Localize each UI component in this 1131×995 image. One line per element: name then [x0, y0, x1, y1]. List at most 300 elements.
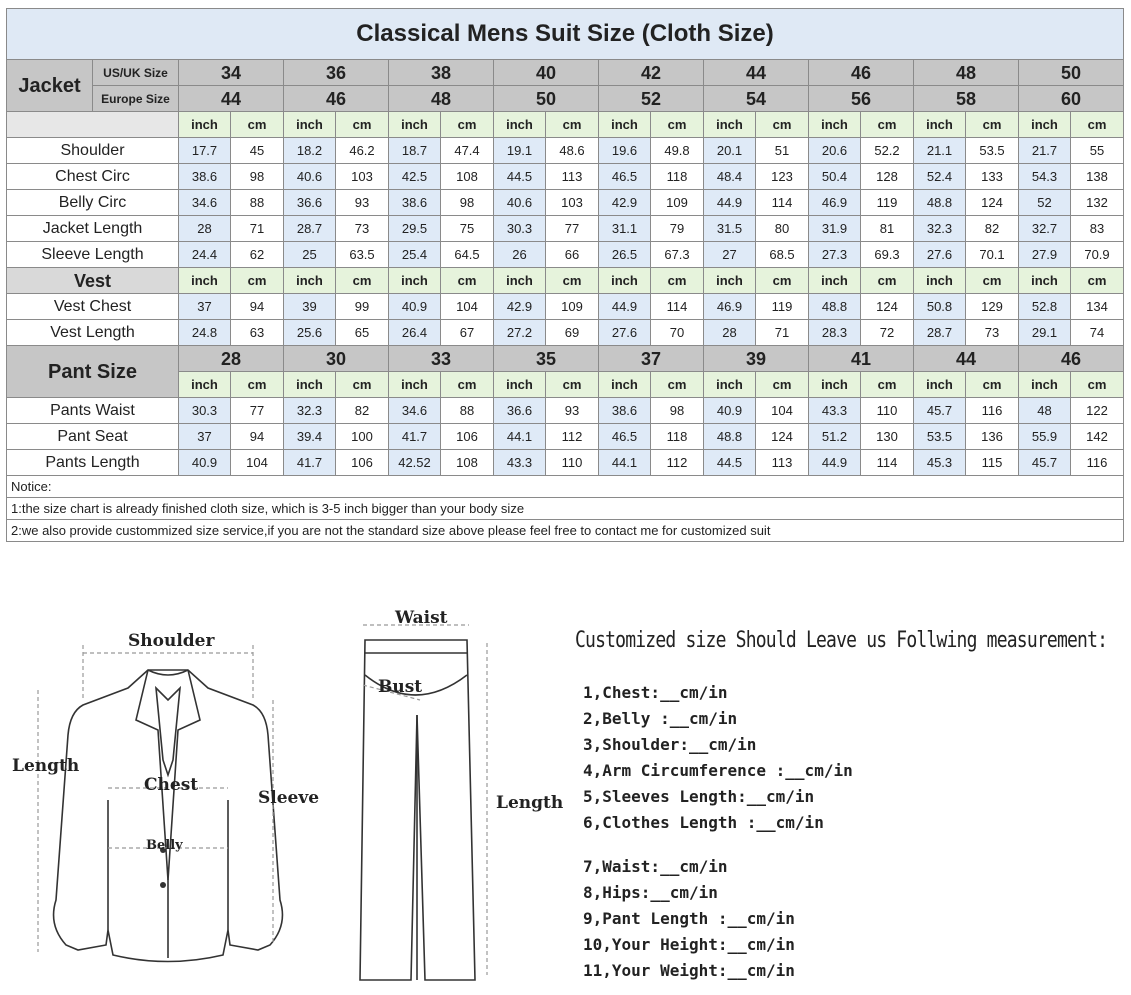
measurement-value: 103: [336, 164, 389, 190]
measurement-value: 50.4: [809, 164, 861, 190]
unit-inch: inch: [704, 268, 756, 294]
measurement-value: 103: [546, 190, 599, 216]
measurement-row-label: Vest Chest: [7, 294, 179, 320]
measurement-value: 27.6: [914, 242, 966, 268]
measurement-value: 27.2: [494, 320, 546, 346]
measurement-row-label: Jacket Length: [7, 216, 179, 242]
europe-size-header: 50: [494, 86, 599, 112]
measurement-value: 53.5: [914, 424, 966, 450]
measurement-value: 104: [441, 294, 494, 320]
measurement-value: 41.7: [389, 424, 441, 450]
unit-inch: inch: [1019, 112, 1071, 138]
unit-inch: inch: [389, 268, 441, 294]
measurement-value: 26.5: [599, 242, 651, 268]
measurement-value: 44.9: [599, 294, 651, 320]
measurement-value: 48: [1019, 398, 1071, 424]
measurement-value: 51.2: [809, 424, 861, 450]
unit-inch: inch: [179, 268, 231, 294]
measurement-value: 48.8: [704, 424, 756, 450]
measurement-value: 20.6: [809, 138, 861, 164]
measurement-value: 28: [179, 216, 231, 242]
measurement-value: 112: [546, 424, 599, 450]
measurement-value: 46.9: [704, 294, 756, 320]
measurement-item: 2,Belly :__cm/in: [583, 709, 738, 728]
measurement-item: 4,Arm Circumference :__cm/in: [583, 761, 853, 780]
unit-cm: cm: [336, 372, 389, 398]
measurement-value: 73: [336, 216, 389, 242]
unit-cm: cm: [1071, 372, 1124, 398]
measurement-value: 18.7: [389, 138, 441, 164]
measurement-item: 3,Shoulder:__cm/in: [583, 735, 757, 754]
measurement-value: 118: [651, 424, 704, 450]
unit-inch: inch: [494, 268, 546, 294]
pant-size-header: 41: [809, 346, 914, 372]
unit-inch: inch: [389, 112, 441, 138]
europe-size-header: 54: [704, 86, 809, 112]
jacket-length-label: Length: [12, 756, 80, 776]
pant-size-header: 37: [599, 346, 704, 372]
measurement-value: 32.3: [284, 398, 336, 424]
measurement-value: 68.5: [756, 242, 809, 268]
measurement-title: Customized size Should Leave us Follwing measurement:: [575, 628, 1108, 653]
measurement-value: 142: [1071, 424, 1124, 450]
jacket-belly-label: Belly: [146, 838, 183, 853]
us-uk-size-header: 48: [914, 60, 1019, 86]
measurement-value: 45.7: [914, 398, 966, 424]
unit-cm: cm: [546, 112, 599, 138]
measurement-value: 69: [546, 320, 599, 346]
measurement-value: 44.1: [494, 424, 546, 450]
measurement-value: 88: [231, 190, 284, 216]
measurement-value: 55: [1071, 138, 1124, 164]
measurement-value: 62: [231, 242, 284, 268]
measurement-value: 100: [336, 424, 389, 450]
measurement-value: 72: [861, 320, 914, 346]
unit-inch: inch: [389, 372, 441, 398]
unit-cm: cm: [336, 268, 389, 294]
us-uk-size-header: 38: [389, 60, 494, 86]
measurement-value: 129: [966, 294, 1019, 320]
measurement-value: 36.6: [284, 190, 336, 216]
europe-size-header: 56: [809, 86, 914, 112]
measurement-row-label: Pants Waist: [7, 398, 179, 424]
measurement-value: 21.7: [1019, 138, 1071, 164]
measurement-item: 7,Waist:__cm/in: [583, 857, 728, 876]
measurement-value: 25: [284, 242, 336, 268]
measurement-value: 80: [756, 216, 809, 242]
measurement-value: 134: [1071, 294, 1124, 320]
measurement-value: 25.6: [284, 320, 336, 346]
measurement-value: 132: [1071, 190, 1124, 216]
unit-cm: cm: [441, 112, 494, 138]
measurement-value: 108: [441, 164, 494, 190]
measurement-value: 98: [231, 164, 284, 190]
unit-inch: inch: [809, 268, 861, 294]
measurement-value: 77: [546, 216, 599, 242]
measurement-value: 45: [231, 138, 284, 164]
pant-size-section-label: Pant Size: [7, 346, 179, 398]
unit-cm: cm: [231, 372, 284, 398]
measurement-value: 93: [546, 398, 599, 424]
europe-size-header: 48: [389, 86, 494, 112]
unit-cm: cm: [966, 268, 1019, 294]
measurement-value: 36.6: [494, 398, 546, 424]
measurement-value: 70.9: [1071, 242, 1124, 268]
measurement-value: 51: [756, 138, 809, 164]
measurement-value: 49.8: [651, 138, 704, 164]
measurement-value: 109: [651, 190, 704, 216]
unit-inch: inch: [494, 112, 546, 138]
measurement-value: 26.4: [389, 320, 441, 346]
jacket-chest-label: Chest: [144, 775, 199, 795]
measurement-value: 44.9: [809, 450, 861, 476]
measurement-value: 133: [966, 164, 1019, 190]
unit-row-spacer: [7, 112, 179, 138]
unit-cm: cm: [546, 372, 599, 398]
measurement-value: 114: [651, 294, 704, 320]
measurement-row-label: Pant Seat: [7, 424, 179, 450]
measurement-value: 110: [861, 398, 914, 424]
unit-inch: inch: [914, 112, 966, 138]
pant-size-header: 28: [179, 346, 284, 372]
unit-cm: cm: [651, 268, 704, 294]
measurement-value: 94: [231, 424, 284, 450]
measurement-value: 20.1: [704, 138, 756, 164]
unit-inch: inch: [1019, 372, 1071, 398]
unit-inch: inch: [599, 112, 651, 138]
unit-inch: inch: [704, 372, 756, 398]
unit-inch: inch: [179, 112, 231, 138]
measurement-value: 38.6: [599, 398, 651, 424]
measurement-value: 46.5: [599, 164, 651, 190]
measurement-value: 42.9: [494, 294, 546, 320]
measurement-value: 109: [546, 294, 599, 320]
measurement-value: 17.7: [179, 138, 231, 164]
measurement-row-label: Sleeve Length: [7, 242, 179, 268]
measurement-value: 122: [1071, 398, 1124, 424]
measurement-value: 52: [1019, 190, 1071, 216]
measurement-value: 119: [861, 190, 914, 216]
measurement-value: 24.8: [179, 320, 231, 346]
measurement-value: 19.6: [599, 138, 651, 164]
measurement-value: 42.5: [389, 164, 441, 190]
measurement-row-label: Vest Length: [7, 320, 179, 346]
measurement-value: 63.5: [336, 242, 389, 268]
europe-size-header: 52: [599, 86, 704, 112]
measurement-value: 27.3: [809, 242, 861, 268]
measurement-row-label: Chest Circ: [7, 164, 179, 190]
measurement-value: 88: [441, 398, 494, 424]
unit-inch: inch: [179, 372, 231, 398]
europe-size-header: 44: [179, 86, 284, 112]
measurement-value: 116: [966, 398, 1019, 424]
pants-bust-label: Bust: [378, 677, 423, 697]
measurement-value: 123: [756, 164, 809, 190]
pant-size-header: 33: [389, 346, 494, 372]
measurement-value: 104: [231, 450, 284, 476]
unit-cm: cm: [756, 112, 809, 138]
measurement-value: 124: [756, 424, 809, 450]
unit-inch: inch: [809, 112, 861, 138]
measurement-value: 106: [336, 450, 389, 476]
measurement-value: 138: [1071, 164, 1124, 190]
measurement-value: 54.3: [1019, 164, 1071, 190]
us-uk-size-header: 34: [179, 60, 284, 86]
jacket-section-label: Jacket: [7, 60, 93, 112]
notice-line: 1:the size chart is already finished cloth size, which is 3-5 inch bigger than your body size: [7, 498, 1124, 520]
measurement-value: 27.6: [599, 320, 651, 346]
measurement-value: 40.6: [284, 164, 336, 190]
measurement-value: 27.9: [1019, 242, 1071, 268]
measurement-value: 48.8: [809, 294, 861, 320]
measurement-value: 67.3: [651, 242, 704, 268]
measurement-value: 39.4: [284, 424, 336, 450]
measurement-value: 112: [651, 450, 704, 476]
measurement-value: 29.5: [389, 216, 441, 242]
measurement-value: 98: [651, 398, 704, 424]
measurement-value: 53.5: [966, 138, 1019, 164]
measurement-value: 28.7: [284, 216, 336, 242]
measurement-value: 47.4: [441, 138, 494, 164]
unit-cm: cm: [861, 112, 914, 138]
measurement-value: 66: [546, 242, 599, 268]
measurement-value: 106: [441, 424, 494, 450]
jacket-shoulder-label: Shoulder: [128, 631, 215, 651]
europe-size-header: 46: [284, 86, 389, 112]
measurement-value: 64.5: [441, 242, 494, 268]
us-uk-size-header: 40: [494, 60, 599, 86]
measurement-value: 75: [441, 216, 494, 242]
unit-inch: inch: [809, 372, 861, 398]
measurement-value: 124: [966, 190, 1019, 216]
measurement-value: 70.1: [966, 242, 1019, 268]
measurement-value: 104: [756, 398, 809, 424]
measurement-value: 24.4: [179, 242, 231, 268]
measurement-value: 32.7: [1019, 216, 1071, 242]
measurement-value: 19.1: [494, 138, 546, 164]
measurement-value: 30.3: [494, 216, 546, 242]
unit-cm: cm: [756, 372, 809, 398]
measurement-row-label: Pants Length: [7, 450, 179, 476]
measurement-value: 45.7: [1019, 450, 1071, 476]
unit-cm: cm: [441, 268, 494, 294]
measurement-value: 25.4: [389, 242, 441, 268]
measurement-value: 32.3: [914, 216, 966, 242]
measurement-value: 44.5: [704, 450, 756, 476]
unit-cm: cm: [861, 372, 914, 398]
measurement-value: 74: [1071, 320, 1124, 346]
measurement-value: 67: [441, 320, 494, 346]
measurement-value: 69.3: [861, 242, 914, 268]
measurement-value: 82: [336, 398, 389, 424]
measurement-value: 98: [441, 190, 494, 216]
measurement-value: 48.6: [546, 138, 599, 164]
pant-size-header: 44: [914, 346, 1019, 372]
measurement-value: 18.2: [284, 138, 336, 164]
pants-length-label: Length: [496, 793, 564, 813]
unit-cm: cm: [651, 112, 704, 138]
unit-inch: inch: [704, 112, 756, 138]
unit-inch: inch: [494, 372, 546, 398]
measurement-value: 52.2: [861, 138, 914, 164]
measurement-value: 110: [546, 450, 599, 476]
size-chart-table: [6, 8, 1124, 542]
measurement-value: 83: [1071, 216, 1124, 242]
measurement-value: 52.8: [1019, 294, 1071, 320]
measurement-item: 11,Your Weight:__cm/in: [583, 961, 795, 980]
measurement-item: 6,Clothes Length :__cm/in: [583, 813, 824, 832]
unit-cm: cm: [651, 372, 704, 398]
measurement-value: 63: [231, 320, 284, 346]
measurement-value: 43.3: [494, 450, 546, 476]
measurement-value: 40.9: [704, 398, 756, 424]
measurement-value: 81: [861, 216, 914, 242]
notice-line: 2:we also provide custommized size service,if you are not the standard size above please feel free to contact me for customized suit: [7, 520, 1124, 542]
measurement-value: 82: [966, 216, 1019, 242]
us-uk-size-header: 46: [809, 60, 914, 86]
us-uk-size-header: 36: [284, 60, 389, 86]
unit-cm: cm: [441, 372, 494, 398]
measurement-value: 93: [336, 190, 389, 216]
unit-cm: cm: [756, 268, 809, 294]
measurement-value: 39: [284, 294, 336, 320]
measurement-value: 44.1: [599, 450, 651, 476]
measurement-value: 55.9: [1019, 424, 1071, 450]
measurement-value: 119: [756, 294, 809, 320]
measurement-value: 114: [861, 450, 914, 476]
measurement-value: 116: [1071, 450, 1124, 476]
measurement-value: 113: [756, 450, 809, 476]
measurement-item: 8,Hips:__cm/in: [583, 883, 718, 902]
pant-size-header: 39: [704, 346, 809, 372]
measurement-value: 44.5: [494, 164, 546, 190]
pants-waist-label: Waist: [395, 608, 448, 628]
measurement-value: 118: [651, 164, 704, 190]
measurement-row-label: Belly Circ: [7, 190, 179, 216]
unit-inch: inch: [599, 372, 651, 398]
measurement-value: 26: [494, 242, 546, 268]
measurement-value: 70: [651, 320, 704, 346]
measurement-item: 1,Chest:__cm/in: [583, 683, 728, 702]
chart-title: Classical Mens Suit Size (Cloth Size): [7, 9, 1124, 60]
measurement-value: 31.5: [704, 216, 756, 242]
measurement-value: 115: [966, 450, 1019, 476]
unit-cm: cm: [966, 372, 1019, 398]
measurement-value: 28.7: [914, 320, 966, 346]
unit-cm: cm: [861, 268, 914, 294]
unit-inch: inch: [914, 268, 966, 294]
unit-cm: cm: [1071, 112, 1124, 138]
unit-inch: inch: [914, 372, 966, 398]
europe-size-header: 60: [1019, 86, 1124, 112]
us-uk-size-header: 42: [599, 60, 704, 86]
measurement-value: 136: [966, 424, 1019, 450]
measurement-item: 5,Sleeves Length:__cm/in: [583, 787, 815, 806]
measurement-list: [583, 683, 853, 987]
measurement-value: 46.2: [336, 138, 389, 164]
measurement-value: 42.9: [599, 190, 651, 216]
unit-cm: cm: [231, 112, 284, 138]
measurement-value: 99: [336, 294, 389, 320]
measurement-value: 34.6: [179, 190, 231, 216]
pant-size-header: 30: [284, 346, 389, 372]
unit-inch: inch: [599, 268, 651, 294]
us-uk-size-header: 44: [704, 60, 809, 86]
measurement-value: 38.6: [389, 190, 441, 216]
measurement-value: 77: [231, 398, 284, 424]
unit-cm: cm: [546, 268, 599, 294]
measurement-value: 114: [756, 190, 809, 216]
measurement-value: 48.8: [914, 190, 966, 216]
measurement-value: 128: [861, 164, 914, 190]
unit-cm: cm: [966, 112, 1019, 138]
europe-size-label: Europe Size: [93, 86, 179, 112]
measurement-value: 28.3: [809, 320, 861, 346]
measurement-value: 37: [179, 294, 231, 320]
pant-size-header: 35: [494, 346, 599, 372]
measurement-row-label: Shoulder: [7, 138, 179, 164]
measurement-value: 108: [441, 450, 494, 476]
measurement-value: 40.9: [389, 294, 441, 320]
measurement-value: 130: [861, 424, 914, 450]
measurement-value: 28: [704, 320, 756, 346]
measurement-value: 31.9: [809, 216, 861, 242]
measurement-value: 79: [651, 216, 704, 242]
unit-inch: inch: [1019, 268, 1071, 294]
pant-size-header: 46: [1019, 346, 1124, 372]
jacket-sleeve-label: Sleeve: [258, 788, 320, 808]
measurement-value: 46.9: [809, 190, 861, 216]
measurement-item: 10,Your Height:__cm/in: [583, 935, 795, 954]
measurement-value: 48.4: [704, 164, 756, 190]
measurement-value: 71: [231, 216, 284, 242]
europe-size-header: 58: [914, 86, 1019, 112]
measurement-value: 113: [546, 164, 599, 190]
measurement-value: 34.6: [389, 398, 441, 424]
measurement-value: 73: [966, 320, 1019, 346]
measurement-value: 65: [336, 320, 389, 346]
measurement-value: 42.52: [389, 450, 441, 476]
measurement-value: 43.3: [809, 398, 861, 424]
unit-cm: cm: [1071, 268, 1124, 294]
measurement-value: 52.4: [914, 164, 966, 190]
us-uk-size-label: US/UK Size: [93, 60, 179, 86]
measurement-value: 30.3: [179, 398, 231, 424]
measurement-value: 37: [179, 424, 231, 450]
unit-inch: inch: [284, 112, 336, 138]
measurement-value: 21.1: [914, 138, 966, 164]
measurement-value: 124: [861, 294, 914, 320]
measurement-value: 27: [704, 242, 756, 268]
unit-inch: inch: [284, 268, 336, 294]
measurement-value: 40.6: [494, 190, 546, 216]
notice-label: Notice:: [7, 476, 1124, 498]
unit-cm: cm: [336, 112, 389, 138]
vest-section-label: Vest: [7, 268, 179, 294]
us-uk-size-header: 50: [1019, 60, 1124, 86]
measurement-value: 71: [756, 320, 809, 346]
measurement-item: 9,Pant Length :__cm/in: [583, 909, 795, 928]
measurement-value: 29.1: [1019, 320, 1071, 346]
measurement-value: 38.6: [179, 164, 231, 190]
unit-cm: cm: [231, 268, 284, 294]
unit-inch: inch: [284, 372, 336, 398]
measurement-value: 45.3: [914, 450, 966, 476]
measurement-value: 94: [231, 294, 284, 320]
measurement-value: 40.9: [179, 450, 231, 476]
measurement-value: 31.1: [599, 216, 651, 242]
measurement-value: 50.8: [914, 294, 966, 320]
